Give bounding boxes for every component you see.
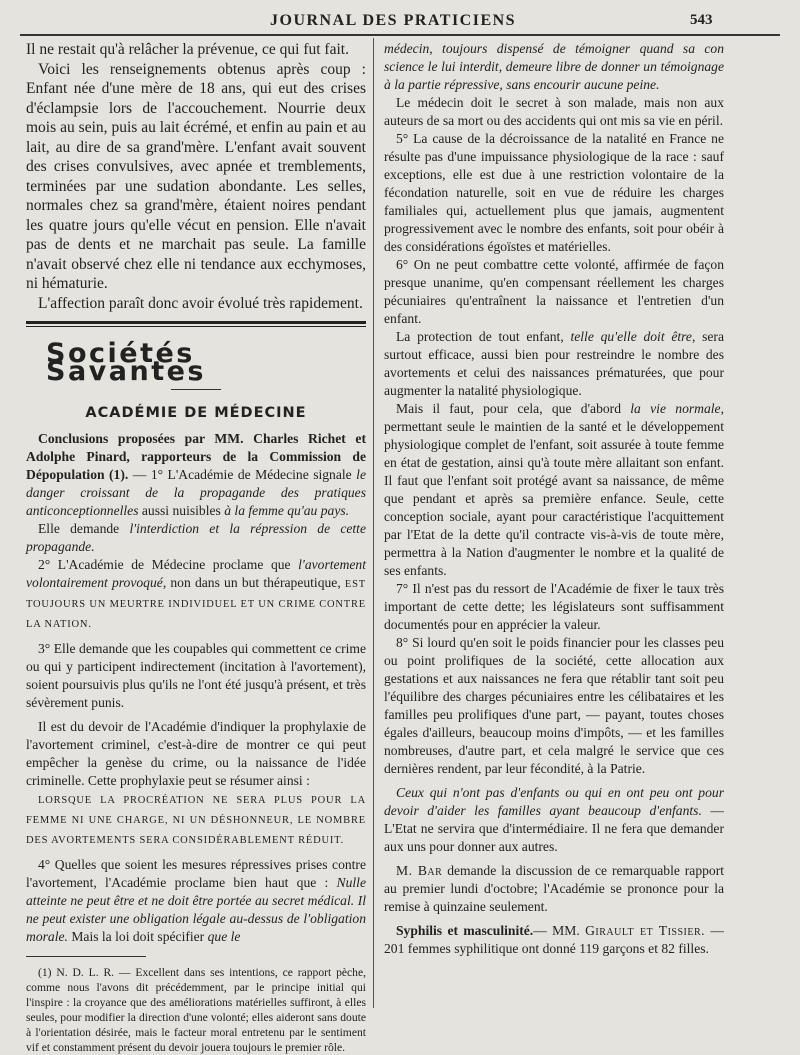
paragraph: 8° Si lourd qu'en soit le poids financier pour les classes peu ou point prolifiques de la société, cette allocation aux gestations et aux naissances ne fera que rétablir tant soit peu l'équilibre des charges pécuniaires entre les célibataires et les familles peu prolifiques d'une part, — payant, toutes choses égales d'ailleurs, beaucoup moins d'impôts, — et les familles nombreuses, d'autre part, et cela malgré le service que ces dernières rendent, par leur fécondité, à la Patrie. xyxy=(384,635,724,776)
running-header xyxy=(0,8,800,30)
paragraph xyxy=(26,430,366,520)
small-caps-name: Girault et Tissier. xyxy=(585,923,706,938)
case-report xyxy=(26,40,366,313)
paragraph: L'affection paraît donc avoir évolué très rapidement. xyxy=(38,294,363,312)
paragraph: Le médecin doit le secret à son malade, mais non aux auteurs de sa mort ou des accidents qui ont mis sa vie en péril. xyxy=(384,95,724,128)
italic-text: le danger croissant de la propagande des pratiques anticonceptionnelles xyxy=(26,467,366,518)
paragraph xyxy=(26,856,366,946)
italic-text: telle qu'elle doit être xyxy=(570,329,692,344)
subsection-title: ACADÉMIE DE MÉDECINE xyxy=(85,405,307,421)
left-column xyxy=(26,40,366,1055)
paragraph: 3° Elle demande que les coupables qui commettent ce crime ou qui y participent indirectement (incitation à l'avortement), soient poursuivis plus qu'ils ne l'ont été jusqu'à présent, et très sévèrement punis. xyxy=(26,641,366,710)
text: , permettant seule le maintien de la santé et le développement physiologique complet de l'enfant, soit assurée à toute femme en état de gestation, ainsi qu'à toute mère allaitant son enfant. Il faut que l'enfant soit protégé avant sa naissance, de même que pendant et après sa première enfance. Seule, cette conception sociale, ayant pour caractéristique l'acquittement par l'Etat de la dette qu'il contracte vis-à-vis de toute mère, permettra à la Nation d'augmenter le nombre et la qualité de ses enfants. xyxy=(384,401,724,578)
italic-text: que le xyxy=(207,929,241,944)
text: Elle demande xyxy=(38,521,130,536)
paragraph xyxy=(26,790,366,850)
text: , non dans un but thérapeutique, xyxy=(162,575,341,590)
topic-heading: Syphilis et masculinité. xyxy=(396,923,534,938)
text: — L'Etat ne servira que d'intermédiaire. Il ne fera que demander aux uns pour donner aux autres. xyxy=(384,803,724,854)
small-caps-name: M. Bar xyxy=(396,863,443,878)
paragraph xyxy=(384,40,724,94)
column-divider xyxy=(373,38,374,1008)
journal-title: JOURNAL DES PRATICIENS xyxy=(270,12,517,29)
title-rule xyxy=(171,389,221,390)
section-title: Sociétés Savantes xyxy=(46,338,206,387)
italic-text: Ceux qui n'ont pas d'enfants ou qui en ont peu ont pour devoir d'aider les familles ayant beaucoup d'enfants. xyxy=(384,785,724,818)
paragraph: Il ne restait qu'à relâcher la prévenue, ce qui fut fait. xyxy=(26,41,349,58)
page-number: 543 xyxy=(690,12,713,28)
footnote-text: (1) N. D. L. R. — Excellent dans ses intentions, ce rapport pèche, comme nous l'avons dit précédemment, par le principe initial qui l'inspire : la croyance que des améliorations matérielles suffiront, à elles seules, pour modifier la direction d'une volonté; elles aideront sans doute à l'orientation désirée, mais le facteur moral entretenu par le sentiment vif et constamment présent du devoir jouera toujours le premier rôle. xyxy=(26,966,366,1054)
text: — 1° L'Académie de Médecine signale xyxy=(128,467,357,482)
conclusions-heading: Conclusions proposées par MM. Charles Richet et Adolphe Pinard, rapporteurs de la Commission de Dépopulation (1). xyxy=(26,431,366,482)
footnote-rule xyxy=(26,956,146,957)
paragraph: 6° On ne peut combattre cette volonté, affirmée de façon presque unanime, qu'en compensant réellement les charges pécuniaires qu'entraînent la naissance et l'entretien d'un enfant. xyxy=(384,257,724,326)
caps-text: EST TOUJOURS UN MEURTRE INDIVIDUEL ET UN CRIME CONTRE LA NATION. xyxy=(26,579,366,630)
text: Mais la loi doit spécifier xyxy=(67,929,208,944)
italic-text: à la femme qu'au pays. xyxy=(224,503,350,518)
italic-text: l'interdiction et la répression de cette propagande. xyxy=(26,521,366,554)
paragraph xyxy=(384,784,724,856)
text: — MM. xyxy=(533,923,586,938)
text: , sera surtout efficace, aussi bien pour restreindre le nombre des avortements et celui des naissances prématurées, que pour augmenter la natalité physiologique. xyxy=(384,329,724,398)
italic-text: l'avortement volontairement provoqué xyxy=(26,557,366,590)
paragraph xyxy=(26,556,366,634)
section-rule xyxy=(26,321,366,327)
paragraph xyxy=(384,862,724,916)
right-column xyxy=(384,40,724,958)
caps-text: LORSQUE LA PROCRÉATION NE SERA PLUS POUR LA FEMME NI UNE CHARGE, NI UN DÉSHONNEUR, LE NOMBRE DES AVORTEMENTS SERA CONSIDÉRABLEMENT RÉDUIT. xyxy=(26,795,366,846)
text: aussi nuisibles xyxy=(138,503,225,518)
paragraph: 5° La cause de la décroissance de la natalité en France ne résulte pas d'une impuissance physiologique de la race : sauf exceptions, elle est due à une restriction volontaire de la fécondation naturelle, soit en vue de réduire les charges familiales qui, actuellement plus que jamais, augmentent progressivement avec le nombre des enfants, soit pour obéir à des considérations égoïstes et matérielles. xyxy=(384,131,724,254)
paragraph xyxy=(384,922,724,958)
paragraph xyxy=(26,520,366,556)
text: demande la discussion de ce remarquable rapport au premier lundi d'octobre; l'Académie se prononce pour la remise à quinzaine seulement. xyxy=(384,863,725,914)
paragraph xyxy=(384,400,724,580)
italic-text: Nulle atteinte ne peut être et ne doit être portée au secret médical. Il ne peut exister une obligation légale au-dessus de l'obligation morale. xyxy=(26,875,366,944)
text: La protection de tout enfant, xyxy=(396,329,571,344)
paragraph: Il est du devoir de l'Académie d'indiquer la prophylaxie de l'avortement criminel, c'est-à-dire de montrer ce qui peut empêcher la genèse du crime, ou la naissance de l'idée criminelle. Cette prophylaxie peut se résumer ainsi : xyxy=(26,719,366,788)
text: — 201 femmes syphilitique ont donné 119 garçons et 82 filles. xyxy=(384,923,724,956)
italic-text: médecin, toujours dispensé de témoigner quand sa con science le lui interdit, demeure libre de donner un témoignage à la partie répressive, sans encourir aucune peine. xyxy=(384,41,724,92)
text: 4° Quelles que soient les mesures répressives prises contre l'avortement, l'Académie proclame bien haut que : xyxy=(26,857,366,890)
footnote xyxy=(26,965,366,1055)
header-rule xyxy=(20,34,780,36)
paragraph xyxy=(384,328,724,400)
text: 2° L'Académie de Médecine proclame que xyxy=(38,557,299,572)
italic-text: la vie normale xyxy=(630,401,721,416)
paragraph: 7° Il n'est pas du ressort de l'Académie de fixer le taux très important de cette dette; les législateurs sont suffisamment documentés pour en apprécier la valeur. xyxy=(384,581,724,632)
text: Mais il faut, pour cela, que d'abord xyxy=(396,401,631,416)
paragraph: Voici les renseignements obtenus après coup : Enfant née d'une mère de 18 ans, qui eut des crises d'éclampsie lors de l'accouchement. Nourrie deux mois au sein, puis au lait écrémé, et enfin au pain et au lait, au dire de sa grand'mère. L'enfant avait souvent des crises convulsives, avec apnée et tremblements, terminées par une sudation abondante. Les selles, normales chez sa grand'mère, étaient noires pendant les quatre jours qu'elle vécut en pension. Elle n'avait pas de dents et ne marchait pas seule. La famille n'avait observé chez elle ni tendance aux ecchymoses, ni hématurie. xyxy=(26,60,366,292)
